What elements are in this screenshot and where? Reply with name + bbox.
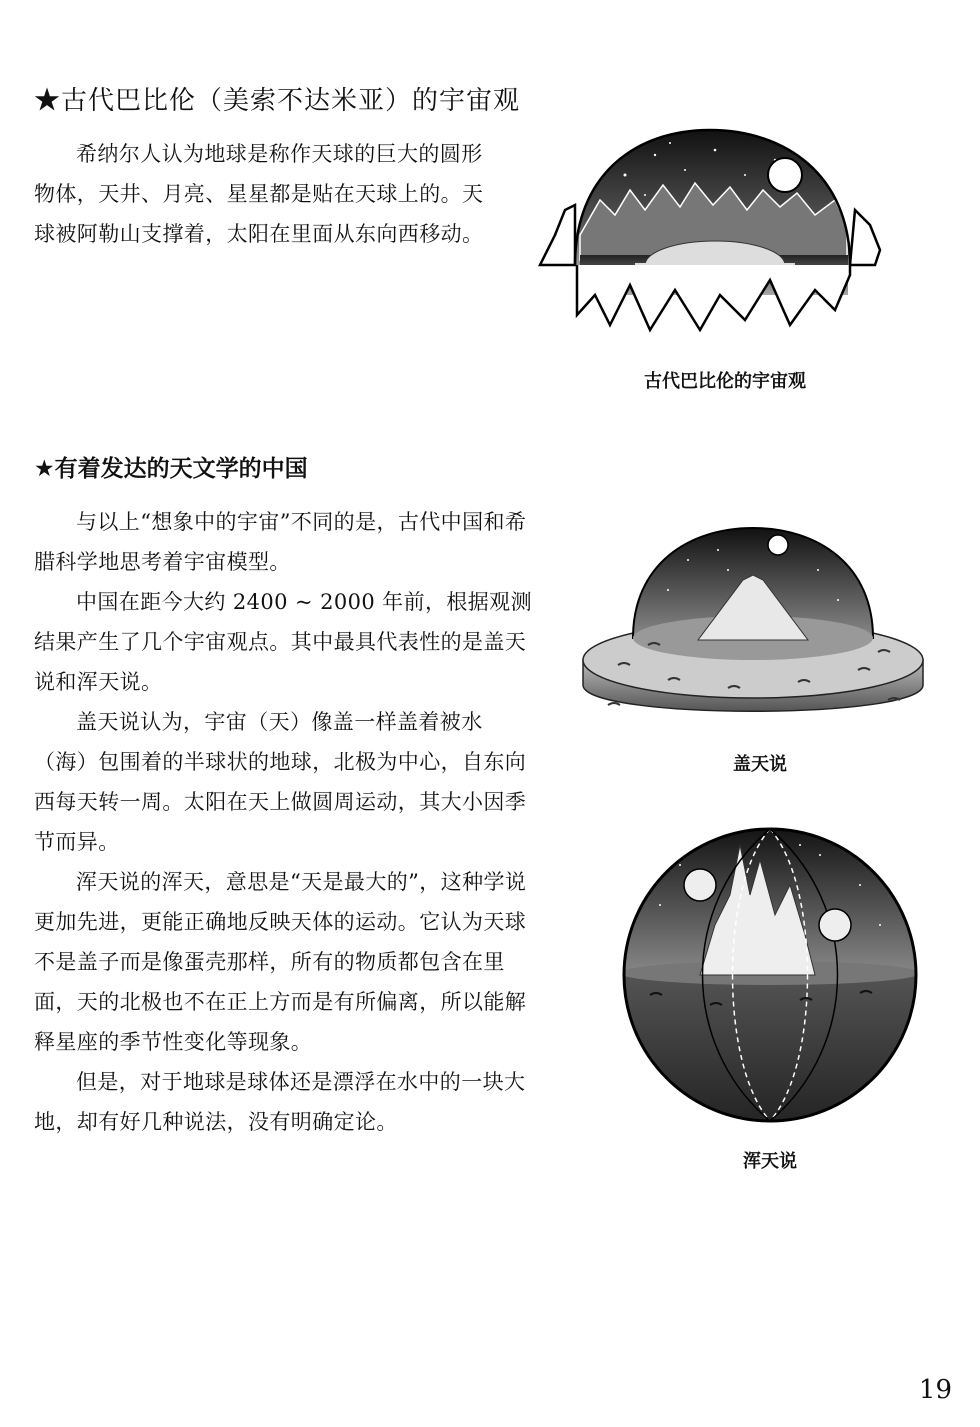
paragraph-conclusion: 但是，对于地球是球体还是漂浮在水中的一块大地，却有好几种说法，没有明确定论。 [34, 1070, 526, 1134]
section-heading-babylon: ★古代巴比伦（美索不达米亚）的宇宙观 [34, 86, 521, 116]
paragraph-huntian: 浑天说的浑天，意思是“天是最大的”，这种学说更加先进，更能正确地反映天体的运动。它认为天球不是盖子而是像蛋壳那样，所有的物质都包含在里面，天的北极也不在正上方而是有所偏离，所以能解释星座的季节性变化等现象。 [34, 870, 527, 1054]
babylon-cosmos-illustration [535, 115, 885, 345]
gaitian-illustration [578, 520, 928, 730]
huntian-illustration [620, 825, 920, 1125]
caption-babylon: 古代巴比伦的宇宙观 [644, 371, 806, 392]
paragraph-china-2: 中国在距今大约 2400 ~ 2000 年前，根据观测结果产生了几个宇宙观点。其中最具代表性的是盖天说和浑天说。 [34, 590, 532, 694]
paragraph-gaitian: 盖天说认为，宇宙（天）像盖一样盖着被水（海）包围着的半球状的地球，北极为中心，自东向西每天转一周。太阳在天上做圆周运动，其大小因季节而异。 [34, 710, 527, 854]
caption-huntian: 浑天说 [743, 1151, 797, 1172]
page-number: 19 [918, 1375, 952, 1405]
paragraph-babylon: 希纳尔人认为地球是称作天球的巨大的圆形物体，天井、月亮、星星都是贴在天球上的。天球被阿勒山支撑着，太阳在里面从东向西移动。 [34, 142, 484, 246]
paragraph-china-1: 与以上“想象中的宇宙”不同的是，古代中国和希腊科学地思考着宇宙模型。 [34, 510, 527, 574]
caption-gaitian: 盖天说 [733, 754, 787, 775]
section-heading-china: ★有着发达的天文学的中国 [34, 456, 308, 482]
